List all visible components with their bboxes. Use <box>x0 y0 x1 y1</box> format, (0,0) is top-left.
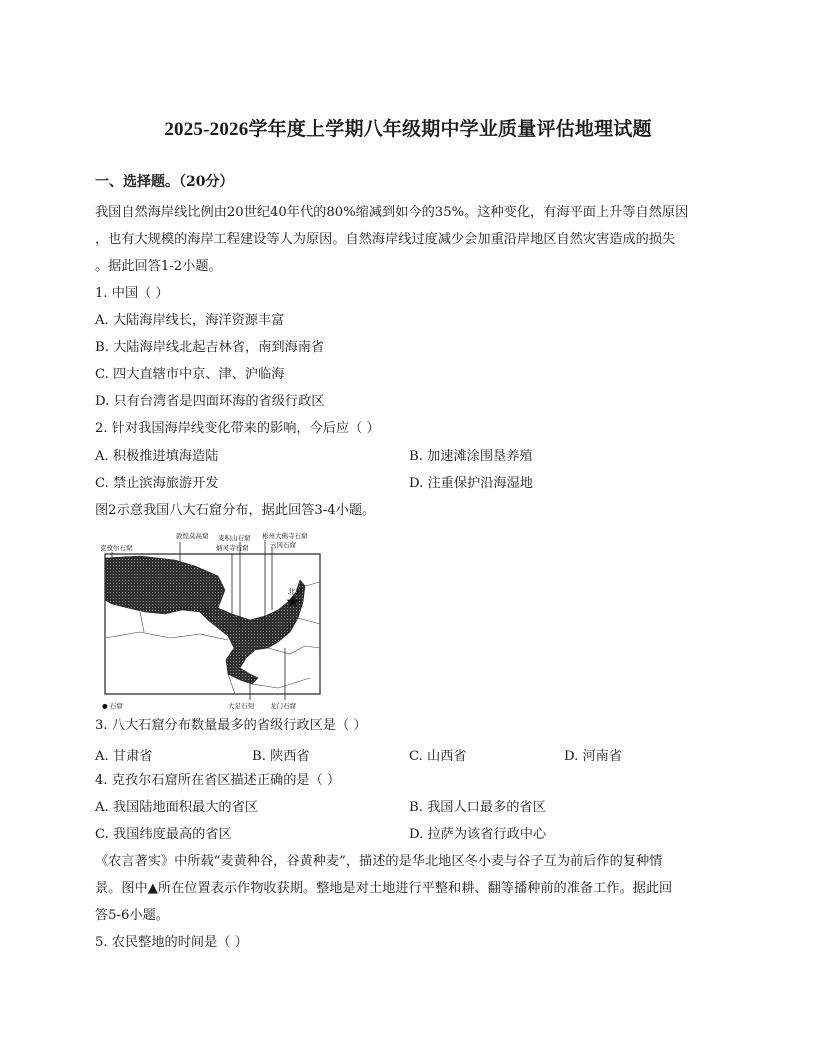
question-stem: 5. 农民整地的时间是（ ） <box>95 935 248 950</box>
option-d: D. 注重保护沿海湿地 <box>409 476 533 491</box>
passage-line: ，也有大规模的海岸工程建设等人为原因。自然海岸线过度减少会加重沿岸地区自然灾害造成的损失 <box>95 232 676 247</box>
exam-title: 2025-2026学年度上学期八年级期中学业质量评估地理试题 <box>164 119 652 140</box>
option-c: C. 四大直辖市中京、津、沪临海 <box>95 367 285 382</box>
label-kizil: 克孜尔石窟 <box>100 544 133 552</box>
question-stem: 4. 克孜尔石窟所在省区描述正确的是（ ） <box>95 773 341 788</box>
label-maijishan: 麦积山石窟 <box>218 534 251 542</box>
question-stem: 2. 针对我国海岸线变化带来的影响，今后应（ ） <box>95 421 380 436</box>
option-b: B. 大陆海岸线北起吉林省，南到海南省 <box>95 340 325 355</box>
question-stem: 3. 八大石窟分布数量最多的省级行政区是（ ） <box>95 718 367 733</box>
option-d: D. 拉萨为该省行政中心 <box>409 827 547 842</box>
option-b: B. 我国人口最多的省区 <box>409 800 546 815</box>
passage-line: 《农言著实》中所载“麦黄种谷，谷黄种麦”，描述的是华北地区冬小麦与谷子互为前后作的复种情 <box>95 854 663 869</box>
grottoes-map <box>100 528 332 712</box>
passage-line: 答5-6小题。 <box>95 908 169 923</box>
section-heading: 一、选择题。（20分） <box>95 174 234 190</box>
passage-line: 景。图中▲所在位置表示作物收获期。整地是对土地进行平整和耕、翻等播种前的准备工作。据此回 <box>95 881 673 896</box>
passage-line: 我国自然海岸线比例由20世纪40年代的80%缩减到如今的35%。这种变化，有海平面上升等自然原因 <box>95 205 689 220</box>
option-a: A. 积极推进填海造陆 <box>95 449 219 464</box>
option-a: A. 我国陆地面积最大的省区 <box>95 800 258 815</box>
label-longmen: 龙门石窟 <box>270 702 296 710</box>
question-stem: 1. 中国（ ） <box>95 286 169 301</box>
option-d: D. 只有台湾省是四面环海的省级行政区 <box>95 394 325 409</box>
option-d: D. 河南省 <box>564 749 623 764</box>
option-c: C. 山西省 <box>409 749 467 764</box>
passage-line: 图2示意我国八大石窟分布，据此回答3-4小题。 <box>95 503 376 518</box>
label-bingling: 炳灵寺石窟 <box>216 544 249 552</box>
label-dunhuang: 敦煌莫高窟 <box>176 532 209 540</box>
label-binzhou: 彬州大佛寺石窟 <box>262 532 308 540</box>
map-legend: ● 石窟 <box>102 702 123 710</box>
option-b: B. 加速滩涂围垦养殖 <box>409 449 533 464</box>
option-c: C. 禁止滨海旅游开发 <box>95 476 219 491</box>
option-b: B. 陕西省 <box>252 749 310 764</box>
passage-line: 。据此回答1-2小题。 <box>95 259 222 274</box>
option-c: C. 我国纬度最高的省区 <box>95 827 232 842</box>
option-a: A. 大陆海岸线长，海洋资源丰富 <box>95 313 285 328</box>
label-dazu: 大足石刻 <box>228 702 254 710</box>
label-yungang: 云冈石窟 <box>270 541 296 549</box>
option-a: A. 甘肃省 <box>95 749 153 764</box>
label-beijing: 北京 <box>288 587 303 596</box>
